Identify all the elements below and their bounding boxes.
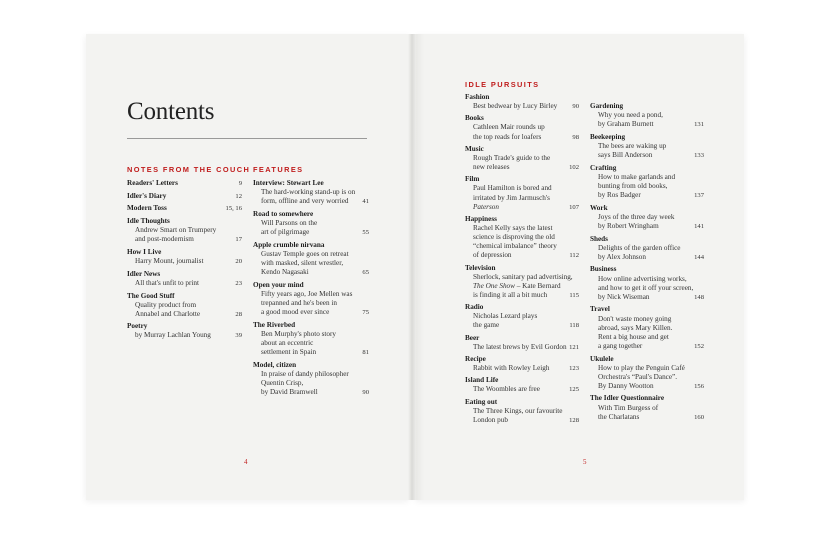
toc-entry-page: 148 — [694, 293, 704, 301]
toc-entry-description: With Tim Burgess of — [598, 403, 659, 412]
toc-entry-title: Apple crumble nirvana — [253, 240, 325, 249]
toc-entry — [590, 305, 704, 350]
toc-entry-description: new releases — [473, 163, 510, 172]
page-title: Contents — [127, 98, 215, 125]
toc-entry-description: art of pilgrimage — [261, 228, 310, 237]
features-column — [253, 179, 369, 401]
toc-entry-page: 98 — [572, 133, 579, 141]
toc-entry — [465, 145, 579, 172]
toc-entry-title: Travel — [590, 305, 610, 314]
toc-entry-description: by Graham Burnett — [598, 120, 654, 129]
toc-entry-title: Idler News — [127, 269, 161, 278]
toc-entry-description: Kendo Nagasaki — [261, 268, 309, 277]
toc-entry — [127, 270, 242, 288]
toc-entry-page: 112 — [569, 252, 579, 260]
toc-entry-description: Rachel Kelly says the latest — [473, 223, 553, 232]
toc-entry-description: by Murray Lachlan Young — [135, 331, 211, 340]
toc-entry-description: with masked, silent wrestler, — [261, 258, 344, 267]
toc-entry-page: 118 — [569, 322, 579, 330]
toc-entry-title: Open your mind — [253, 280, 304, 289]
toc-entry-description: a gang together — [598, 341, 643, 350]
toc-entry — [465, 398, 579, 425]
toc-entry-title: Idle Thoughts — [127, 217, 170, 226]
toc-entry-description: settlement in Spain — [261, 347, 317, 356]
toc-entry-title: Ukulele — [590, 354, 614, 363]
toc-entry-description: Rabbit with Rowley Leigh — [473, 364, 550, 373]
toc-entry-description: Best bedwear by Lucy Birley — [473, 102, 558, 111]
toc-entry — [253, 281, 369, 317]
toc-entry — [253, 321, 369, 357]
toc-entry-page: 160 — [694, 413, 704, 421]
toc-entry — [465, 114, 579, 141]
toc-entry — [590, 204, 704, 231]
toc-entry-description: abroad, says Mary Killen. — [598, 323, 673, 332]
toc-entry-page: 107 — [569, 203, 579, 211]
toc-entry-description: The bees are waking up — [598, 141, 667, 150]
toc-entry-title: Film — [465, 175, 480, 184]
toc-entry-title: Crafting — [590, 163, 617, 172]
toc-entry — [590, 355, 704, 391]
toc-entry-page: 23 — [235, 279, 242, 287]
toc-entry — [465, 93, 579, 111]
toc-entry-title: The Idler Questionnaire — [590, 394, 665, 403]
toc-entry-description: bunting from old books, — [598, 181, 668, 190]
toc-entry-title: Readers' Letters — [127, 179, 178, 187]
toc-entry — [127, 292, 242, 319]
toc-entry-title: Model, citizen — [253, 360, 297, 369]
toc-entry-description: The hard-working stand-up is on — [261, 188, 356, 197]
toc-entry-description: Quality product from — [135, 300, 197, 309]
toc-entry-description: Why you need a pond, — [598, 111, 663, 120]
toc-entry — [465, 303, 579, 330]
toc-entry-description: How to play the Penguin Café — [598, 363, 685, 372]
toc-entry-description: In praise of dandy philosopher — [261, 369, 349, 378]
toc-entry — [253, 361, 369, 397]
toc-entry — [590, 164, 704, 200]
toc-entry-title: Happiness — [465, 214, 497, 223]
toc-entry — [127, 192, 242, 201]
toc-entry-title: Television — [465, 263, 496, 272]
toc-entry-title: Gardening — [590, 102, 624, 110]
notes-column — [127, 179, 242, 344]
toc-entry-page: 141 — [694, 222, 704, 230]
toc-entry-title: Fashion — [465, 93, 490, 101]
toc-entry — [465, 334, 579, 352]
toc-entry-description: and post-modernism — [135, 235, 194, 244]
toc-entry-description: trepanned and he's been in — [261, 298, 337, 307]
toc-entry-description: The One Show – Kate Bernard — [473, 281, 561, 290]
toc-entry-description: science is disproving the old — [473, 233, 555, 242]
toc-entry-page: 123 — [569, 365, 579, 373]
title-divider — [127, 138, 367, 139]
toc-entry-title: Books — [465, 114, 484, 123]
toc-entry-description: Cathleen Mair rounds up — [473, 123, 545, 132]
toc-entry — [253, 241, 369, 277]
toc-entry-description: Paterson — [473, 202, 499, 211]
toc-entry-description: Fifty years ago, Joe Mellen was — [261, 289, 353, 298]
toc-entry-description: about an eccentric — [261, 338, 314, 347]
toc-entry-description: Ben Murphy's photo story — [261, 329, 336, 338]
toc-entry — [127, 179, 242, 188]
toc-entry — [127, 322, 242, 340]
toc-entry — [127, 217, 242, 244]
toc-entry-page: 9 — [238, 180, 242, 187]
toc-entry-description: Joys of the three day week — [598, 212, 675, 221]
toc-entry-description: Gustav Temple goes on retreat — [261, 249, 349, 258]
book-spine — [408, 34, 416, 500]
toc-entry-description: Delights of the garden office — [598, 243, 681, 252]
toc-entry-description: the top reads for loafers — [473, 132, 542, 141]
pursuits-left-column — [465, 93, 579, 428]
toc-entry — [253, 179, 369, 206]
toc-entry — [465, 215, 579, 260]
page-number-left: 4 — [244, 458, 248, 466]
section-heading-idle-pursuits: IDLE PURSUITS — [465, 80, 540, 89]
toc-entry-description: London pub — [473, 415, 508, 424]
toc-entry-page: 115 — [569, 291, 579, 299]
toc-entry-description: and how to get it off your screen, — [598, 283, 694, 292]
toc-entry-description: Annabel and Charlotte — [135, 309, 201, 318]
toc-entry-title: Interview: Stewart Lee — [253, 179, 324, 187]
toc-entry-page: 90 — [572, 103, 579, 111]
toc-entry-description: by David Bramwell — [261, 387, 318, 396]
toc-entry-description: Quentin Crisp, — [261, 378, 304, 387]
toc-entry — [465, 175, 579, 211]
toc-entry-page: 81 — [362, 348, 369, 356]
toc-entry-page: 55 — [362, 229, 369, 237]
pursuits-right-column — [590, 102, 704, 425]
toc-entry-title: Radio — [465, 303, 484, 312]
toc-entry-description: “chemical imbalance” theory — [473, 242, 557, 251]
toc-entry-description: is finding it all a bit much — [473, 290, 548, 299]
toc-entry-page: 17 — [235, 236, 242, 244]
toc-entry-title: Recipe — [465, 354, 486, 363]
toc-entry-description: says Bill Anderson — [598, 151, 653, 160]
toc-entry-description: of depression — [473, 251, 512, 260]
toc-entry — [127, 248, 242, 266]
toc-entry-description: by Robert Wringham — [598, 221, 659, 230]
toc-entry-description: a good mood ever since — [261, 308, 330, 316]
toc-entry-page: 102 — [569, 164, 579, 172]
toc-entry-description: The latest brews by Evil Gordon — [473, 342, 567, 351]
toc-entry-description: Andrew Smart on Trumpery — [135, 226, 217, 235]
toc-entry-description: form, offline and very worried — [261, 197, 349, 206]
toc-entry-description: How to make garlands and — [598, 172, 676, 181]
toc-entry-title: How I Live — [127, 247, 162, 256]
toc-entry — [590, 235, 704, 262]
toc-entry-page: 90 — [362, 388, 369, 396]
toc-entry-title: Business — [590, 265, 617, 274]
toc-entry-page: 39 — [235, 332, 242, 340]
toc-entry-description: The Three Kings, our favourite — [473, 406, 563, 415]
toc-entry-page: 41 — [362, 198, 369, 206]
toc-entry-page: 65 — [362, 269, 369, 277]
toc-entry — [465, 264, 579, 300]
toc-entry-description: Harry Mount, journalist — [135, 257, 204, 266]
toc-entry-description: Paul Hamilton is bored and — [473, 184, 552, 193]
toc-entry-page: 152 — [694, 342, 704, 350]
toc-entry-title: The Good Stuff — [127, 291, 175, 300]
toc-entry — [590, 394, 704, 421]
toc-entry-description: Don't waste money going — [598, 314, 672, 323]
toc-entry-description: Nicholas Lezard plays — [473, 312, 538, 321]
toc-entry-description: Will Parsons on the — [261, 218, 318, 227]
toc-entry-page: 137 — [694, 192, 704, 200]
toc-entry-title: Island Life — [465, 376, 499, 385]
toc-entry-page: 128 — [569, 416, 579, 424]
toc-entry-description: by Ros Badger — [598, 191, 641, 200]
toc-entry-title: Idler's Diary — [127, 191, 167, 200]
toc-entry — [465, 376, 579, 394]
toc-entry-title: Beer — [465, 333, 480, 342]
toc-entry — [465, 355, 579, 373]
toc-entry — [590, 265, 704, 301]
toc-entry-page: 15, 16 — [225, 205, 242, 213]
toc-entry-description: Rent a big house and get — [598, 332, 669, 341]
toc-entry — [253, 210, 369, 237]
toc-entry-title: Road to somewhere — [253, 209, 314, 218]
toc-entry-title: Modern Toss — [127, 204, 167, 213]
toc-entry-page: 144 — [694, 253, 704, 261]
page-number-right: 5 — [583, 458, 587, 466]
toc-entry-description: the game — [473, 321, 500, 330]
section-heading-notes: NOTES FROM THE COUCH — [127, 165, 251, 174]
toc-entry-description: the Charlatans — [598, 412, 640, 421]
toc-entry-page: 133 — [694, 152, 704, 160]
toc-entry — [127, 204, 242, 213]
toc-entry-title: Beekeeping — [590, 132, 626, 141]
toc-entry-description: by Alex Johnson — [598, 252, 646, 261]
toc-entry — [590, 133, 704, 160]
toc-entry-description: Rough Trade's guide to the — [473, 153, 551, 162]
toc-entry-title: Poetry — [127, 322, 148, 331]
toc-entry-description: irritated by Jim Jarmusch's — [473, 193, 550, 202]
toc-entry-description: All that's unfit to print — [135, 278, 199, 287]
toc-entry-page: 131 — [694, 121, 704, 129]
toc-entry-description: Orchestra's “Paul's Dance”. — [598, 372, 678, 381]
toc-entry-page: 121 — [569, 343, 579, 351]
toc-entry-description: How online advertising works, — [598, 274, 687, 283]
toc-entry-page: 12 — [235, 192, 242, 200]
toc-entry-description: by Nick Wiseman — [598, 292, 650, 301]
toc-entry-title: Work — [590, 203, 608, 212]
toc-entry-page: 75 — [362, 309, 369, 316]
toc-entry-page: 20 — [235, 258, 242, 266]
toc-entry-title: Music — [465, 144, 484, 153]
toc-entry-page: 125 — [569, 386, 579, 394]
toc-entry-description: The Woombles are free — [473, 385, 540, 394]
toc-entry-title: Eating out — [465, 397, 498, 406]
toc-entry-page: 28 — [235, 310, 242, 318]
toc-entry-title: Sheds — [590, 234, 608, 243]
section-heading-features: FEATURES — [253, 165, 304, 174]
toc-entry-description: Sherlock, sanitary pad advertising, — [473, 272, 573, 281]
toc-entry-page: 156 — [694, 382, 704, 390]
toc-entry-title: The Riverbed — [253, 320, 296, 329]
toc-entry-description: By Danny Wootton — [598, 381, 654, 390]
toc-entry — [590, 102, 704, 129]
